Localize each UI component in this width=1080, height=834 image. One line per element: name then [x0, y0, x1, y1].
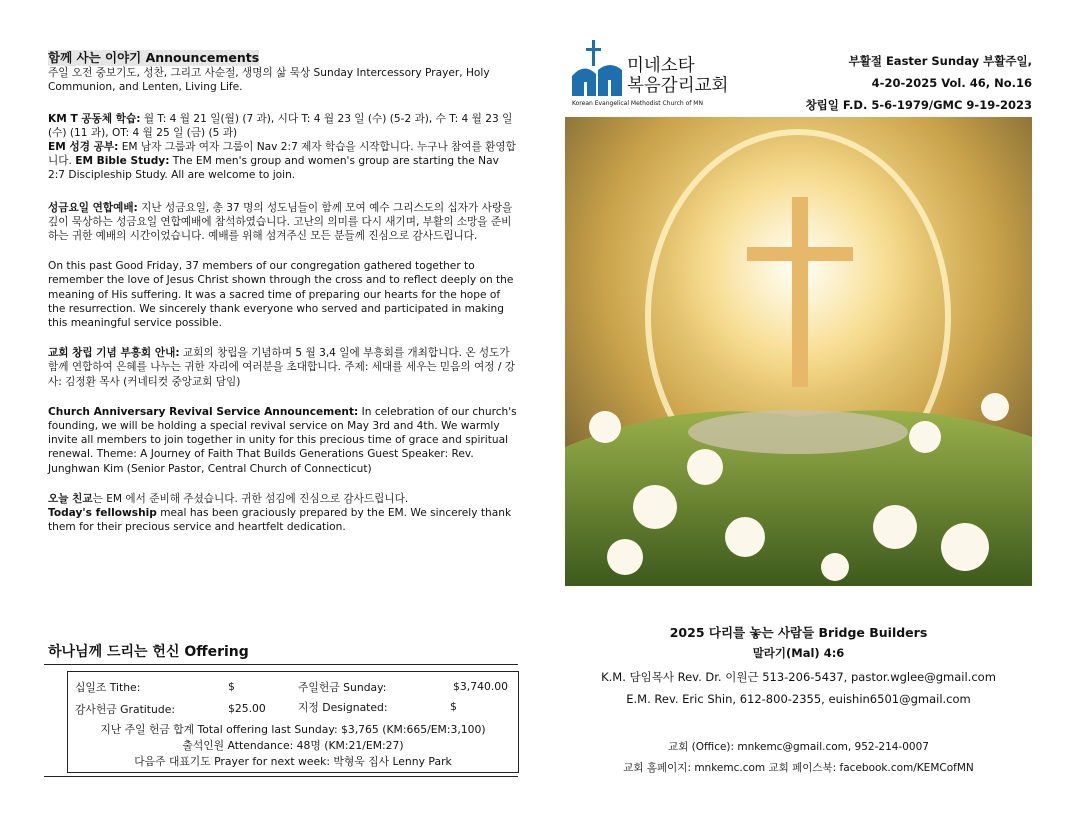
attendance-line: 출석인원 Attendance: 48명 (KM:21/EM:27)	[182, 739, 404, 752]
web-contact: 교회 홈페이지: mnkemc.com 교회 페이스북: facebook.com/KEMCofMN	[623, 762, 974, 774]
church-logo-icon	[570, 40, 630, 102]
good-friday-label: 성금요일 연합예배:	[48, 201, 138, 214]
revival-text: 교회의 창립을 기념하며 5 월 3,4 일에 부흥회를 개최합니다. 온 성도가 함께 연합하여 은혜를 나누는 귀한 자리에 여러분을 초대합니다. 주제: 세대를 세우는 믿음의 여정 / 강사: 김정환 목사 (커네티컷 중앙교회 담임)	[48, 347, 515, 388]
em-pastor-contact: E.M. Rev. Eric Shin, 612-800-2355, euishin6501@gmail.com	[626, 692, 971, 706]
easter-cross-image	[565, 117, 1032, 586]
tithe-value: $	[228, 680, 235, 693]
kmt-label: KM T 공동체 학습:	[48, 112, 141, 125]
announcement-revival-en	[48, 405, 518, 476]
bulletin-header	[806, 50, 1032, 116]
header-line-1: 부활절 Easter Sunday 부활주일,	[848, 54, 1032, 68]
offering-table	[67, 671, 519, 773]
total-offering-line: 지난 주일 헌금 합계 Total offering last Sunday: $3,765 (KM:665/EM:3,100)	[100, 723, 486, 736]
rule-tick	[44, 776, 52, 777]
fellowship-en-label: Today's fellowship	[48, 507, 157, 520]
office-contact: 교회 (Office): mnkemc@gmail.com, 952-214-0007	[668, 741, 929, 753]
yearly-theme: 2025 다리를 놓는 사람들 Bridge Builders	[669, 625, 928, 640]
fellowship-label: 오늘 친교	[48, 492, 93, 505]
header-line-2: 4-20-2025 Vol. 46, No.16	[871, 76, 1032, 90]
revival-en-label: Church Anniversary Revival Service Announcement:	[48, 405, 359, 418]
header-line-3: 창립일 F.D. 5-6-1979/GMC 9-19-2023	[805, 98, 1032, 112]
em-text: EM 남자 그룹과 여자 그룹이 Nav 2:7 제자 학습을 시작합니다. 누구나 참여를 환영합니다.	[48, 141, 516, 168]
revival-label: 교회 창립 기념 부흥회 안내:	[48, 347, 180, 360]
announcement-revival	[48, 346, 518, 389]
sunday-label: 주일헌금 Sunday:	[298, 681, 387, 694]
offering-bottom-rule	[48, 776, 518, 777]
gratitude-value: $25.00	[228, 702, 266, 715]
announcements-section	[48, 50, 518, 534]
announcement-fellowship	[48, 492, 518, 535]
good-friday-text: 지난 성금요일, 총 37 명의 성도님들이 함께 모여 예수 그리스도의 십자가 사랑을 깊이 묵상하는 성금요일 연합예배에 참석하였습니다. 고난의 의미를 다시 새기며, 부활의 소망을 준비하는 귀한 예배의 시간이었습니다. 예배를 위해 섬겨주신 모든 분들께 진심으로 감사드립니다.	[48, 201, 513, 243]
announcement-good-friday	[48, 201, 518, 244]
gratitude-label: 감사헌금 Gratitude:	[75, 703, 176, 716]
church-name-kr-line2: 복음감리교회	[627, 76, 729, 96]
announcements-title: 함께 사는 이야기 Announcements	[48, 50, 260, 65]
revival-en-text: In celebration of our church's founding, we will be holding a special revival service on May 3rd and 4th. We warmly invite all members to join together in unity for this precious time of grace and spiritual renewal. Theme: A Journey of Faith That Builds Generations Guest Speaker: Rev. Junghwan Kim (Senior Pastor, Central Church of Connecticut)	[48, 405, 517, 475]
designated-value: $	[450, 700, 457, 713]
km-pastor-contact: K.M. 담임목사 Rev. Dr. 이원근 513-206-5437, pastor.wglee@gmail.com	[601, 670, 996, 684]
announcement-intro: 주일 오전 중보기도, 성찬, 그리고 사순절, 생명의 삶 묵상 Sunday Intercessory Prayer, Holy Communion, and Lenten, Living Life.	[48, 67, 490, 94]
fellowship-en-text: meal has been graciously prepared by the EM. We sincerely thank them for their precious service and heartfelt dedication.	[48, 507, 512, 534]
em-label: EM 성경 공부:	[48, 141, 119, 154]
tithe-label: 십일조 Tithe:	[75, 681, 141, 694]
theme-verse: 말라기(Mal) 4:6	[752, 646, 845, 660]
offering-top-rule	[48, 664, 518, 665]
kmt-text: 월 T: 4 월 21 일(월) (7 과), 시다 T: 4 월 23 일 (수) (5-2 과), 수 T: 4 월 23 일(수) (11 과), OT: 4 월 25 일 (금) (5 과)	[48, 112, 513, 139]
church-name-kr	[627, 56, 728, 96]
fellowship-text: 는 EM 에서 준비해 주셨습니다. 귀한 섬김에 진심으로 감사드립니다.	[92, 492, 409, 505]
church-name-en: Korean Evangelical Methodist Church of MN	[572, 100, 703, 107]
sunday-value: $3,740.00	[453, 680, 508, 693]
em-en-text: The EM men's group and women's group are starting the Nav 2:7 Discipleship Study. All are welcome to join.	[48, 155, 499, 182]
church-name-kr-line1: 미네소타	[627, 56, 695, 76]
easter-cross-illustration	[565, 117, 1032, 586]
announcement-kmt	[48, 112, 518, 140]
announcement-em-study	[48, 140, 518, 183]
offering-title: 하나님께 드리는 헌신 Offering	[48, 644, 249, 660]
em-en-label: EM Bible Study:	[75, 155, 170, 168]
announcement-good-friday-en: On this past Good Friday, 37 members of our congregation gathered together to remember the love of Jesus Christ shown through the cross and to reflect deeply on the meaning of His suffering. It was a sacred time of preparing our hearts for the hope of the resurrection. We sincerely thank everyone who served and participated in making this meaningful service possible.	[48, 260, 514, 330]
rule-tick	[44, 664, 52, 665]
prayer-line: 다음주 대표기도 Prayer for next week: 박형욱 집사 Lenny Park	[134, 755, 452, 768]
designated-label: 지정 Designated:	[298, 701, 388, 714]
